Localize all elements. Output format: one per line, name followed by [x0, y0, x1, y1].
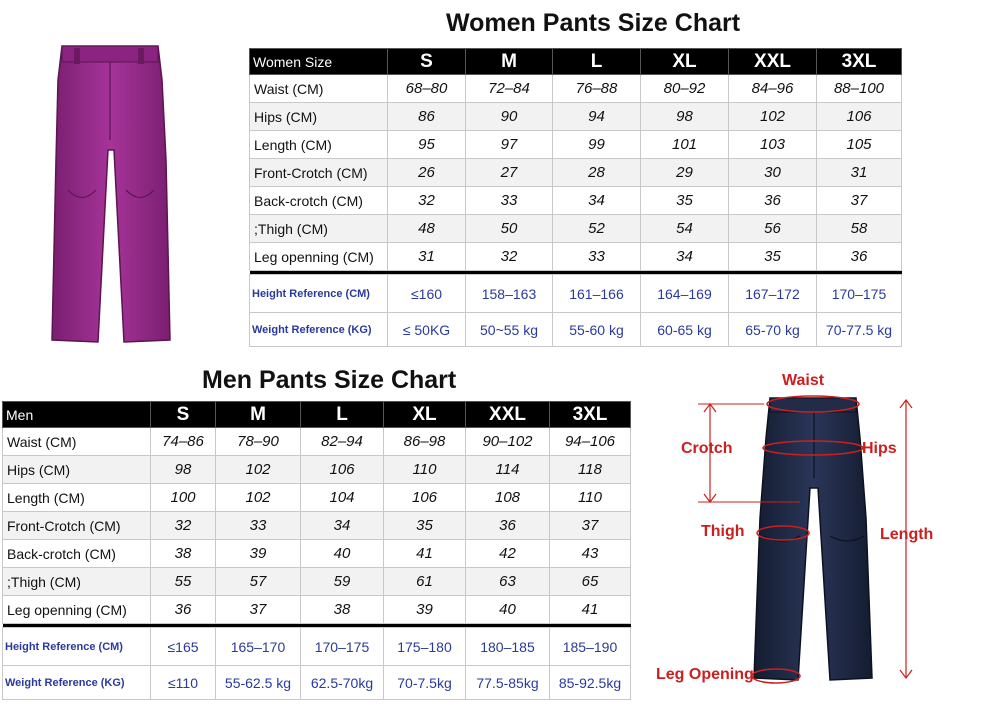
row-label: Length (CM)	[250, 131, 388, 159]
table-cell: 103	[729, 131, 817, 159]
table-cell: 90–102	[466, 428, 550, 456]
table-cell: 39	[216, 540, 301, 568]
women-size-header: 3XL	[817, 49, 902, 75]
women-header-row	[250, 49, 902, 75]
men-size-header: XXL	[466, 402, 550, 428]
table-cell: ≤160	[388, 275, 466, 313]
table-cell: ≤110	[151, 666, 216, 700]
table-cell: 33	[216, 512, 301, 540]
table-cell: 175–180	[384, 628, 466, 666]
men-header-row	[3, 402, 631, 428]
table-cell: 26	[388, 159, 466, 187]
table-cell: 35	[729, 243, 817, 271]
table-cell: 118	[550, 456, 631, 484]
table-cell: 76–88	[553, 75, 641, 103]
table-cell: 58	[817, 215, 902, 243]
table-cell: 50~55 kg	[466, 313, 553, 347]
height-reference-label: Height Reference (CM)	[3, 628, 151, 666]
table-cell: 88–100	[817, 75, 902, 103]
table-cell: 34	[553, 187, 641, 215]
table-cell: 98	[641, 103, 729, 131]
table-cell: 56	[729, 215, 817, 243]
row-label: Back-crotch (CM)	[3, 540, 151, 568]
table-cell: 114	[466, 456, 550, 484]
table-cell: 55-62.5 kg	[216, 666, 301, 700]
table-cell: 68–80	[388, 75, 466, 103]
row-label: ;Thigh (CM)	[250, 215, 388, 243]
table-cell: 31	[817, 159, 902, 187]
table-cell: 70-7.5kg	[384, 666, 466, 700]
table-cell: 78–90	[216, 428, 301, 456]
table-row	[250, 215, 902, 243]
table-cell: 55	[151, 568, 216, 596]
table-cell: 104	[301, 484, 384, 512]
women-size-header: S	[388, 49, 466, 75]
women-size-header: M	[466, 49, 553, 75]
table-cell: 102	[216, 484, 301, 512]
table-row	[250, 159, 902, 187]
table-cell: 94	[553, 103, 641, 131]
table-row	[3, 628, 631, 666]
table-cell: 37	[817, 187, 902, 215]
men-size-header: XL	[384, 402, 466, 428]
table-cell: 84–96	[729, 75, 817, 103]
table-cell: 40	[466, 596, 550, 624]
table-cell: 61	[384, 568, 466, 596]
table-cell: 32	[151, 512, 216, 540]
table-row	[3, 540, 631, 568]
table-cell: 36	[151, 596, 216, 624]
table-cell: 99	[553, 131, 641, 159]
table-cell: 38	[301, 596, 384, 624]
table-cell: 72–84	[466, 75, 553, 103]
women-size-header: L	[553, 49, 641, 75]
table-cell: 170–175	[301, 628, 384, 666]
row-label: Waist (CM)	[3, 428, 151, 456]
table-cell: 39	[384, 596, 466, 624]
table-cell: 29	[641, 159, 729, 187]
table-row	[250, 103, 902, 131]
table-cell: 94–106	[550, 428, 631, 456]
table-cell: 167–172	[729, 275, 817, 313]
table-cell: 70-77.5 kg	[817, 313, 902, 347]
waist-label: Waist	[782, 372, 825, 389]
table-cell: 31	[388, 243, 466, 271]
women-corner-header: Women Size	[250, 49, 388, 75]
table-cell: 90	[466, 103, 553, 131]
table-row	[250, 313, 902, 347]
table-cell: 62.5-70kg	[301, 666, 384, 700]
table-cell: 86–98	[384, 428, 466, 456]
table-cell: 34	[301, 512, 384, 540]
table-cell: 65-70 kg	[729, 313, 817, 347]
table-cell: 54	[641, 215, 729, 243]
women-size-table	[249, 48, 902, 347]
table-cell: 50	[466, 215, 553, 243]
thigh-label: Thigh	[701, 523, 745, 540]
table-row	[250, 131, 902, 159]
measurement-diagram	[650, 368, 990, 713]
men-size-header: L	[301, 402, 384, 428]
table-cell: ≤ 50KG	[388, 313, 466, 347]
table-cell: 102	[729, 103, 817, 131]
table-cell: 100	[151, 484, 216, 512]
row-label: Front-Crotch (CM)	[3, 512, 151, 540]
table-cell: 105	[817, 131, 902, 159]
men-corner-header: Men	[3, 402, 151, 428]
men-size-table	[2, 401, 631, 700]
table-cell: 27	[466, 159, 553, 187]
table-cell: 106	[817, 103, 902, 131]
table-row	[3, 428, 631, 456]
table-cell: 164–169	[641, 275, 729, 313]
table-cell: 97	[466, 131, 553, 159]
table-row	[3, 568, 631, 596]
table-cell: 33	[466, 187, 553, 215]
table-cell: 180–185	[466, 628, 550, 666]
table-cell: 158–163	[466, 275, 553, 313]
table-cell: 36	[817, 243, 902, 271]
table-cell: 42	[466, 540, 550, 568]
table-cell: 37	[550, 512, 631, 540]
table-cell: 52	[553, 215, 641, 243]
row-label: ;Thigh (CM)	[3, 568, 151, 596]
table-cell: 63	[466, 568, 550, 596]
table-row	[3, 512, 631, 540]
table-row	[3, 596, 631, 624]
table-cell: 108	[466, 484, 550, 512]
row-label: Leg openning (CM)	[250, 243, 388, 271]
crotch-label: Crotch	[681, 440, 733, 457]
women-size-header: XL	[641, 49, 729, 75]
table-cell: 110	[550, 484, 631, 512]
table-cell: 102	[216, 456, 301, 484]
row-label: Hips (CM)	[3, 456, 151, 484]
table-cell: 35	[641, 187, 729, 215]
row-label: Length (CM)	[3, 484, 151, 512]
table-cell: 48	[388, 215, 466, 243]
table-cell: 43	[550, 540, 631, 568]
table-cell: 80–92	[641, 75, 729, 103]
table-cell: 36	[466, 512, 550, 540]
table-row	[3, 484, 631, 512]
table-row	[3, 456, 631, 484]
table-cell: ≤165	[151, 628, 216, 666]
table-cell: 57	[216, 568, 301, 596]
women-chart-title: Women Pants Size Chart	[446, 9, 741, 37]
men-size-header: M	[216, 402, 301, 428]
table-cell: 59	[301, 568, 384, 596]
women-size-header: XXL	[729, 49, 817, 75]
men-size-header: 3XL	[550, 402, 631, 428]
table-row	[3, 666, 631, 700]
table-cell: 41	[384, 540, 466, 568]
hips-label: Hips	[862, 440, 897, 457]
table-row	[250, 243, 902, 271]
table-cell: 185–190	[550, 628, 631, 666]
table-cell: 38	[151, 540, 216, 568]
table-cell: 98	[151, 456, 216, 484]
weight-reference-label: Weight Reference (KG)	[250, 313, 388, 347]
table-cell: 86	[388, 103, 466, 131]
table-cell: 40	[301, 540, 384, 568]
table-cell: 161–166	[553, 275, 641, 313]
table-cell: 85-92.5kg	[550, 666, 631, 700]
row-label: Hips (CM)	[250, 103, 388, 131]
table-cell: 110	[384, 456, 466, 484]
table-cell: 165–170	[216, 628, 301, 666]
table-cell: 28	[553, 159, 641, 187]
table-cell: 36	[729, 187, 817, 215]
table-cell: 106	[384, 484, 466, 512]
row-label: Waist (CM)	[250, 75, 388, 103]
men-size-header: S	[151, 402, 216, 428]
men-chart-title: Men Pants Size Chart	[202, 366, 457, 394]
table-cell: 37	[216, 596, 301, 624]
row-label: Back-crotch (CM)	[250, 187, 388, 215]
table-cell: 41	[550, 596, 631, 624]
table-cell: 95	[388, 131, 466, 159]
table-cell: 34	[641, 243, 729, 271]
table-row	[250, 275, 902, 313]
table-cell: 77.5-85kg	[466, 666, 550, 700]
table-cell: 106	[301, 456, 384, 484]
weight-reference-label: Weight Reference (KG)	[3, 666, 151, 700]
row-label: Leg openning (CM)	[3, 596, 151, 624]
table-cell: 74–86	[151, 428, 216, 456]
table-cell: 65	[550, 568, 631, 596]
table-cell: 35	[384, 512, 466, 540]
table-cell: 55-60 kg	[553, 313, 641, 347]
table-cell: 60-65 kg	[641, 313, 729, 347]
women-pants-image	[40, 40, 180, 345]
table-cell: 101	[641, 131, 729, 159]
table-row	[250, 75, 902, 103]
row-label: Front-Crotch (CM)	[250, 159, 388, 187]
table-cell: 32	[466, 243, 553, 271]
leg-opening-label: Leg Opening	[656, 666, 754, 683]
height-reference-label: Height Reference (CM)	[250, 275, 388, 313]
table-cell: 30	[729, 159, 817, 187]
table-cell: 33	[553, 243, 641, 271]
table-cell: 32	[388, 187, 466, 215]
table-cell: 82–94	[301, 428, 384, 456]
table-cell: 170–175	[817, 275, 902, 313]
length-label: Length	[880, 526, 934, 543]
table-row	[250, 187, 902, 215]
